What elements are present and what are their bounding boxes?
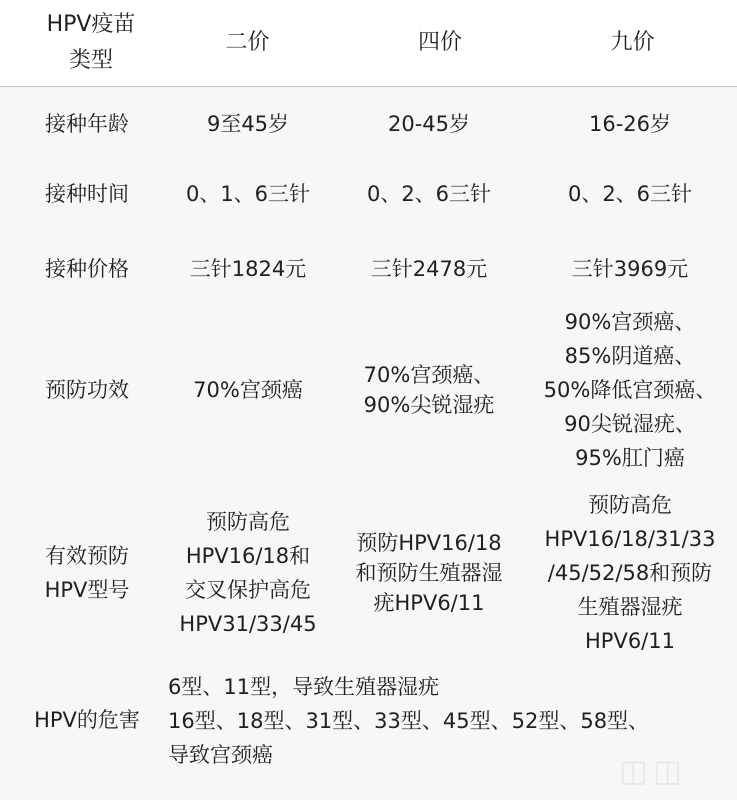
cell-types-bivalent: 预防高危 HPV16/18和 交叉保护高危 HPV31/33/45 — [179, 509, 317, 636]
header-vaccine-type: HPV疫苗 类型 — [46, 12, 136, 73]
watermark-icon: ◫◫ — [619, 754, 688, 789]
cell-price-nonavalent: 三针3969元 — [571, 257, 689, 281]
cell-age-quadrivalent: 20-45岁 — [387, 112, 471, 136]
cell-price-bivalent: 三针1824元 — [189, 257, 307, 281]
cell-efficacy-quadrivalent: 70%宫颈癌、 90%尖锐湿疣 — [363, 363, 495, 417]
cell-types-nonavalent: 预防高危 HPV16/18/31/33 /45/52/58和预防 生殖器湿疣 HPV6/11 — [544, 492, 716, 653]
row-label-hpv-types: 有效预防 HPV型号 — [44, 543, 130, 602]
cell-types-quadrivalent: 预防HPV16/18 和预防生殖器湿 疣HPV6/11 — [355, 531, 503, 615]
header-divider — [0, 86, 737, 87]
cell-schedule-bivalent: 0、1、6三针 — [185, 182, 311, 206]
cell-efficacy-nonavalent: 90%宫颈癌、 85%阴道癌、 50%降低宫颈癌、 90尖锐湿疣、 95%肛门癌 — [543, 310, 717, 470]
cell-price-quadrivalent: 三针2478元 — [370, 257, 488, 281]
header-bivalent: 二价 — [225, 30, 270, 55]
cell-age-nonavalent: 16-26岁 — [588, 112, 672, 136]
header-nonavalent: 九价 — [610, 30, 655, 55]
row-label-harm: HPV的危害 — [34, 708, 140, 732]
cell-efficacy-bivalent: 70%宫颈癌 — [193, 378, 303, 402]
cell-harm-text: 6型、11型，导致生殖器湿疣 16型、18型、31型、33型、45型、52型、58型、 导致宫颈癌 — [168, 675, 650, 767]
header-quadrivalent: 四价 — [417, 30, 462, 55]
cell-schedule-nonavalent: 0、2、6三针 — [567, 182, 693, 206]
row-label-age: 接种年龄 — [45, 112, 129, 136]
row-label-schedule: 接种时间 — [45, 182, 129, 206]
cell-age-bivalent: 9至45岁 — [206, 112, 290, 136]
cell-schedule-quadrivalent: 0、2、6三针 — [366, 182, 492, 206]
row-label-price: 接种价格 — [45, 257, 129, 281]
row-label-efficacy: 预防功效 — [45, 378, 129, 402]
